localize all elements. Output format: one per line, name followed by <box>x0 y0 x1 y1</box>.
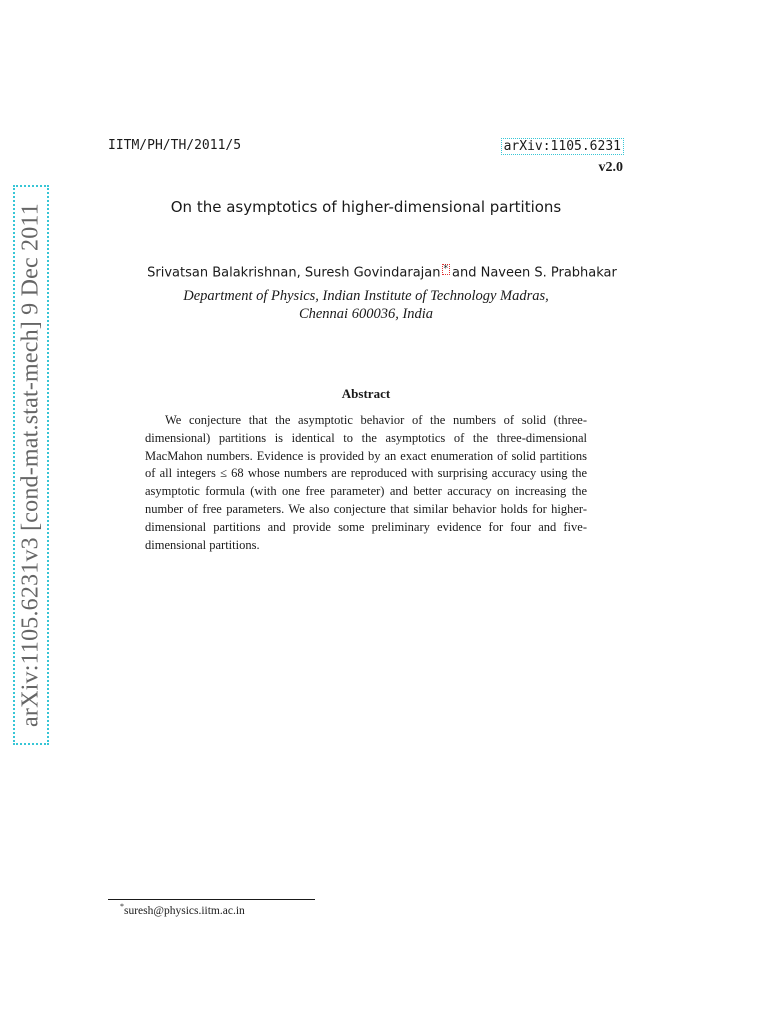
report-id: IITM/PH/TH/2011/5 <box>108 138 242 153</box>
footnote-link[interactable]: * <box>443 264 448 274</box>
footnote-divider <box>108 899 315 900</box>
arxiv-id-link[interactable]: arXiv:1105.6231 <box>501 138 624 155</box>
footnote <box>120 902 245 917</box>
arxiv-side-stamp-text: arXiv:1105.6231v3 [cond-mat.stat-mech] 9 Dec 2011 <box>17 203 44 727</box>
version-label: v2.0 <box>598 160 623 175</box>
abstract-body: We conjecture that the asymptotic behavior of the numbers of solid (three-dimensional) partitions is identical to the asymptotics of the three-dimensional MacMahon numbers. Evidence is provided by an exact enumeration of solid partitions of all integers ≤ 68 whose numbers are reproduced with surprising accuracy using the asymptotic formula (with one free parameter) and better accuracy on increasing the number of free parameters. We also conjecture that similar behavior holds for higher-dimensional partitions and provide some preliminary evidence for four and five-dimensional partitions. <box>145 413 587 552</box>
author-list <box>108 264 656 280</box>
footnote-email: suresh@physics.iitm.ac.in <box>124 904 245 917</box>
footnote-mark: * <box>120 902 124 911</box>
arxiv-side-stamp[interactable] <box>13 185 49 745</box>
affiliation-line-1: Department of Physics, Indian Institute of Technology Madras, <box>183 288 549 304</box>
paper-title: On the asymptotics of higher-dimensional partitions <box>170 198 562 216</box>
authors-last: and Naveen S. Prabhakar <box>452 265 617 281</box>
abstract-heading: Abstract <box>341 386 391 401</box>
affiliation <box>108 287 624 323</box>
affiliation-line-2: Chennai 600036, India <box>298 306 434 322</box>
authors-first: Srivatsan Balakrishnan, Suresh Govindarajan <box>147 265 441 281</box>
